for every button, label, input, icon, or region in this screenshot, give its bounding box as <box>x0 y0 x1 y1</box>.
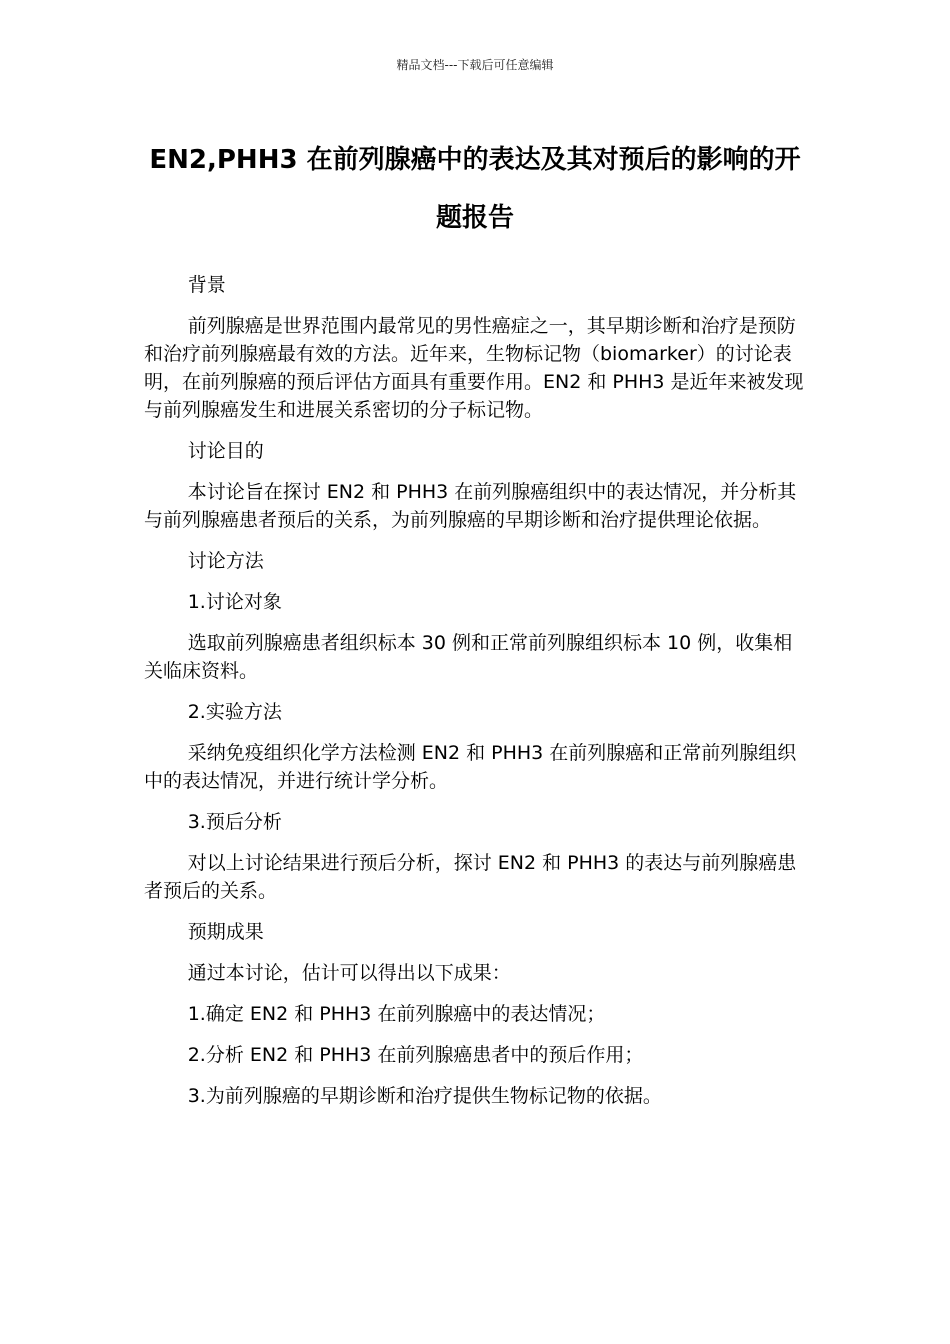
subheading-prognosis: 3.预后分析 <box>187 811 282 833</box>
paragraph-experiment: 采纳免疫组织化学方法检测 EN2 和 PHH3 在前列腺癌和正常前列腺组织中的表达情况，并进行统计学分析。 <box>144 742 797 792</box>
outcome-item-3: 3.为前列腺癌的早期诊断和治疗提供生物标记物的依据。 <box>187 1085 662 1107</box>
section-heading-methods: 讨论方法 <box>187 550 264 572</box>
header-note: 精品文档---下载后可任意编辑 <box>396 58 554 72</box>
paragraph-outcomes-intro: 通过本讨论，估计可以得出以下成果： <box>187 962 511 984</box>
subheading-experiment: 2.实验方法 <box>187 701 282 723</box>
section-heading-purpose: 讨论目的 <box>187 440 264 462</box>
subheading-subjects: 1.讨论对象 <box>187 591 282 613</box>
document-body <box>144 271 808 1123</box>
document-title: EN2,PHH3 在前列腺癌中的表达及其对预后的影响的开题报告 <box>149 145 801 233</box>
paragraph-purpose: 本讨论旨在探讨 EN2 和 PHH3 在前列腺癌组织中的表达情况，并分析其与前列腺癌患者预后的关系，为前列腺癌的早期诊断和治疗提供理论依据。 <box>144 481 797 531</box>
paragraph-subjects: 选取前列腺癌患者组织标本 30 例和正常前列腺组织标本 10 例，收集相关临床资料。 <box>144 632 793 682</box>
outcome-item-1: 1.确定 EN2 和 PHH3 在前列腺癌中的表达情况； <box>187 1003 606 1025</box>
section-heading-background: 背景 <box>187 274 226 296</box>
outcome-item-2: 2.分析 EN2 和 PHH3 在前列腺癌患者中的预后作用； <box>187 1044 644 1066</box>
paragraph-background: 前列腺癌是世界范围内最常见的男性癌症之一，其早期诊断和治疗是预防和治疗前列腺癌最有效的方法。近年来，生物标记物（biomarker）的讨论表明，在前列腺癌的预后评估方面具有重要作用。EN2 和 PHH3 是近年来被发现与前列腺癌发生和进展关系密切的分子标记物。 <box>144 315 804 421</box>
section-heading-outcomes: 预期成果 <box>187 921 264 943</box>
paragraph-prognosis: 对以上讨论结果进行预后分析，探讨 EN2 和 PHH3 的表达与前列腺癌患者预后的关系。 <box>144 852 797 902</box>
